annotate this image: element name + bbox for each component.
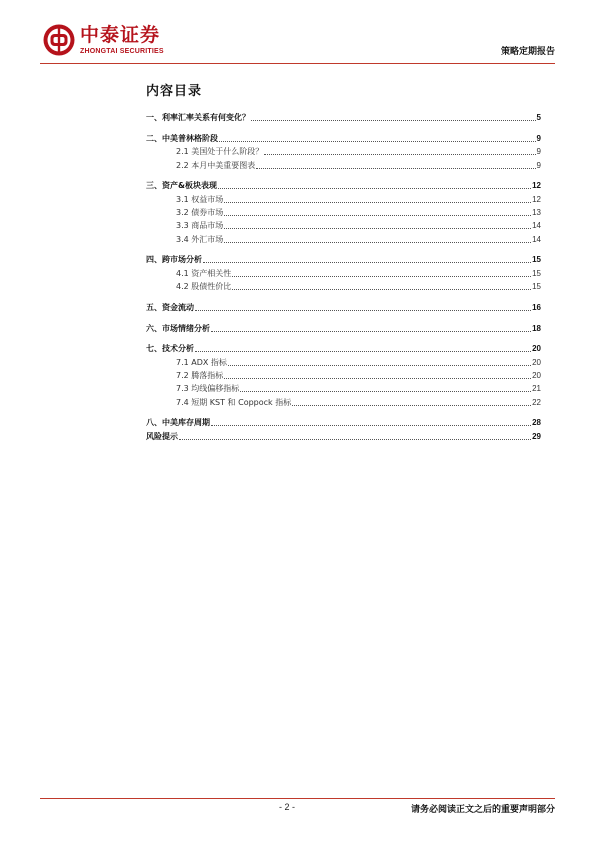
toc-entry-label: 7.3 均线偏移指标	[176, 384, 240, 394]
toc-entry-label: 八、中美库存周期	[146, 418, 210, 428]
footer-disclaimer: 请务必阅读正文之后的重要声明部分	[410, 805, 555, 815]
header-divider	[40, 63, 555, 64]
toc-entry-page: 12	[532, 194, 541, 204]
toc-entry-page: 9	[536, 160, 541, 170]
toc-entry-page: 15	[532, 282, 541, 292]
toc-entry-page: 20	[532, 344, 541, 354]
toc-entry-page: 15	[532, 268, 541, 278]
toc-leader-dots	[218, 188, 531, 189]
toc-entry[interactable]	[146, 368, 541, 381]
toc-leader-dots	[292, 405, 531, 406]
toc-entry[interactable]	[146, 178, 541, 191]
toc-leader-dots	[224, 378, 531, 379]
toc-entry-page: 21	[532, 384, 541, 394]
toc-entry-label: 3.2 债券市场	[176, 208, 224, 218]
toc-entry-page: 22	[532, 397, 541, 407]
toc-entry[interactable]	[146, 265, 541, 278]
toc-leader-dots	[203, 262, 531, 263]
toc-leader-dots	[224, 228, 531, 229]
logo-english-name: ZHONGTAI SECURITIES	[80, 47, 164, 55]
page-header	[0, 0, 595, 70]
toc-leader-dots	[251, 120, 536, 121]
toc-entry-page: 15	[532, 255, 541, 265]
toc-entry[interactable]	[146, 300, 541, 313]
toc-entry-label: 2.2 本月中美重要图表	[176, 160, 256, 170]
toc-entry-label: 3.1 权益市场	[176, 194, 224, 204]
toc-entry[interactable]	[146, 394, 541, 407]
toc-entry-page: 16	[532, 302, 541, 312]
toc-entry-page: 9	[536, 147, 541, 157]
toc-leader-dots	[219, 141, 536, 142]
toc-leader-dots	[228, 365, 531, 366]
toc-entry-page: 14	[532, 221, 541, 231]
report-type-label: 策略定期报告	[500, 47, 555, 57]
toc-leader-dots	[224, 215, 531, 216]
toc-entry[interactable]	[146, 252, 541, 265]
toc-entry[interactable]	[146, 279, 541, 292]
toc-leader-dots	[264, 154, 535, 155]
toc-entry[interactable]	[146, 131, 541, 144]
toc-entry-label: 3.4 外汇市场	[176, 234, 224, 244]
toc-leader-dots	[232, 276, 531, 277]
toc-entry-page: 20	[532, 371, 541, 381]
toc-entry[interactable]	[146, 428, 541, 441]
toc-entry[interactable]	[146, 341, 541, 354]
toc-entry[interactable]	[146, 218, 541, 231]
toc-entry[interactable]	[146, 231, 541, 244]
toc-leader-dots	[195, 310, 531, 311]
toc-entry[interactable]	[146, 191, 541, 204]
toc-entry[interactable]	[146, 110, 541, 123]
toc-entry-page: 14	[532, 234, 541, 244]
toc-leader-dots	[224, 242, 531, 243]
toc-entry-page: 18	[532, 323, 541, 333]
toc-leader-dots	[211, 331, 531, 332]
toc-entry-label: 7.4 短期 KST 和 Coppock 指标	[176, 397, 292, 407]
toc-leader-dots	[179, 439, 531, 440]
toc-leader-dots	[256, 168, 535, 169]
toc-entry-label: 一、利率汇率关系有何变化？	[146, 113, 250, 123]
toc-entry-page: 9	[536, 134, 541, 144]
toc-entry-label: 3.3 商品市场	[176, 221, 224, 231]
logo-chinese-name: 中泰证券	[80, 23, 161, 46]
toc-entry[interactable]	[146, 381, 541, 394]
toc-entry-label: 4.2 股债性价比	[176, 282, 232, 292]
toc-leader-dots	[232, 289, 531, 290]
zhongtai-logo-icon	[42, 23, 76, 57]
toc-entry-page: 28	[532, 418, 541, 428]
toc-entry-label: 7.2 腾落指标	[176, 371, 224, 381]
toc-leader-dots	[224, 202, 531, 203]
toc-entry-label: 风险提示	[146, 431, 178, 441]
toc-entry-page: 5	[536, 113, 541, 123]
toc-leader-dots	[211, 425, 531, 426]
toc-entry[interactable]	[146, 205, 541, 218]
toc-title: 内容目录	[146, 84, 203, 99]
table-of-contents	[146, 110, 541, 442]
toc-entry-page: 13	[532, 208, 541, 218]
toc-entry-label: 七、技术分析	[146, 344, 194, 354]
toc-entry-label: 7.1 ADX 指标	[176, 357, 227, 367]
toc-entry-label: 五、资金流动	[146, 302, 194, 312]
toc-entry-page: 20	[532, 357, 541, 367]
toc-entry-page: 12	[532, 181, 541, 191]
footer-divider	[40, 798, 555, 799]
toc-entry-label: 2.1 美国处于什么阶段？	[176, 147, 264, 157]
toc-entry[interactable]	[146, 144, 541, 157]
toc-entry[interactable]	[146, 157, 541, 170]
toc-entry-label: 二、中美普林格阶段	[146, 134, 218, 144]
toc-entry-label: 四、跨市场分析	[146, 255, 202, 265]
toc-entry-label: 4.1 资产相关性	[176, 268, 232, 278]
toc-entry[interactable]	[146, 354, 541, 367]
toc-entry[interactable]	[146, 320, 541, 333]
company-logo	[42, 22, 164, 58]
toc-entry-label: 六、市场情绪分析	[146, 323, 210, 333]
toc-leader-dots	[240, 391, 531, 392]
toc-leader-dots	[195, 351, 531, 352]
toc-entry[interactable]	[146, 415, 541, 428]
page-number: - 2 -	[279, 802, 296, 812]
toc-entry-label: 三、资产&板块表现	[146, 181, 217, 191]
toc-entry-page: 29	[532, 431, 541, 441]
